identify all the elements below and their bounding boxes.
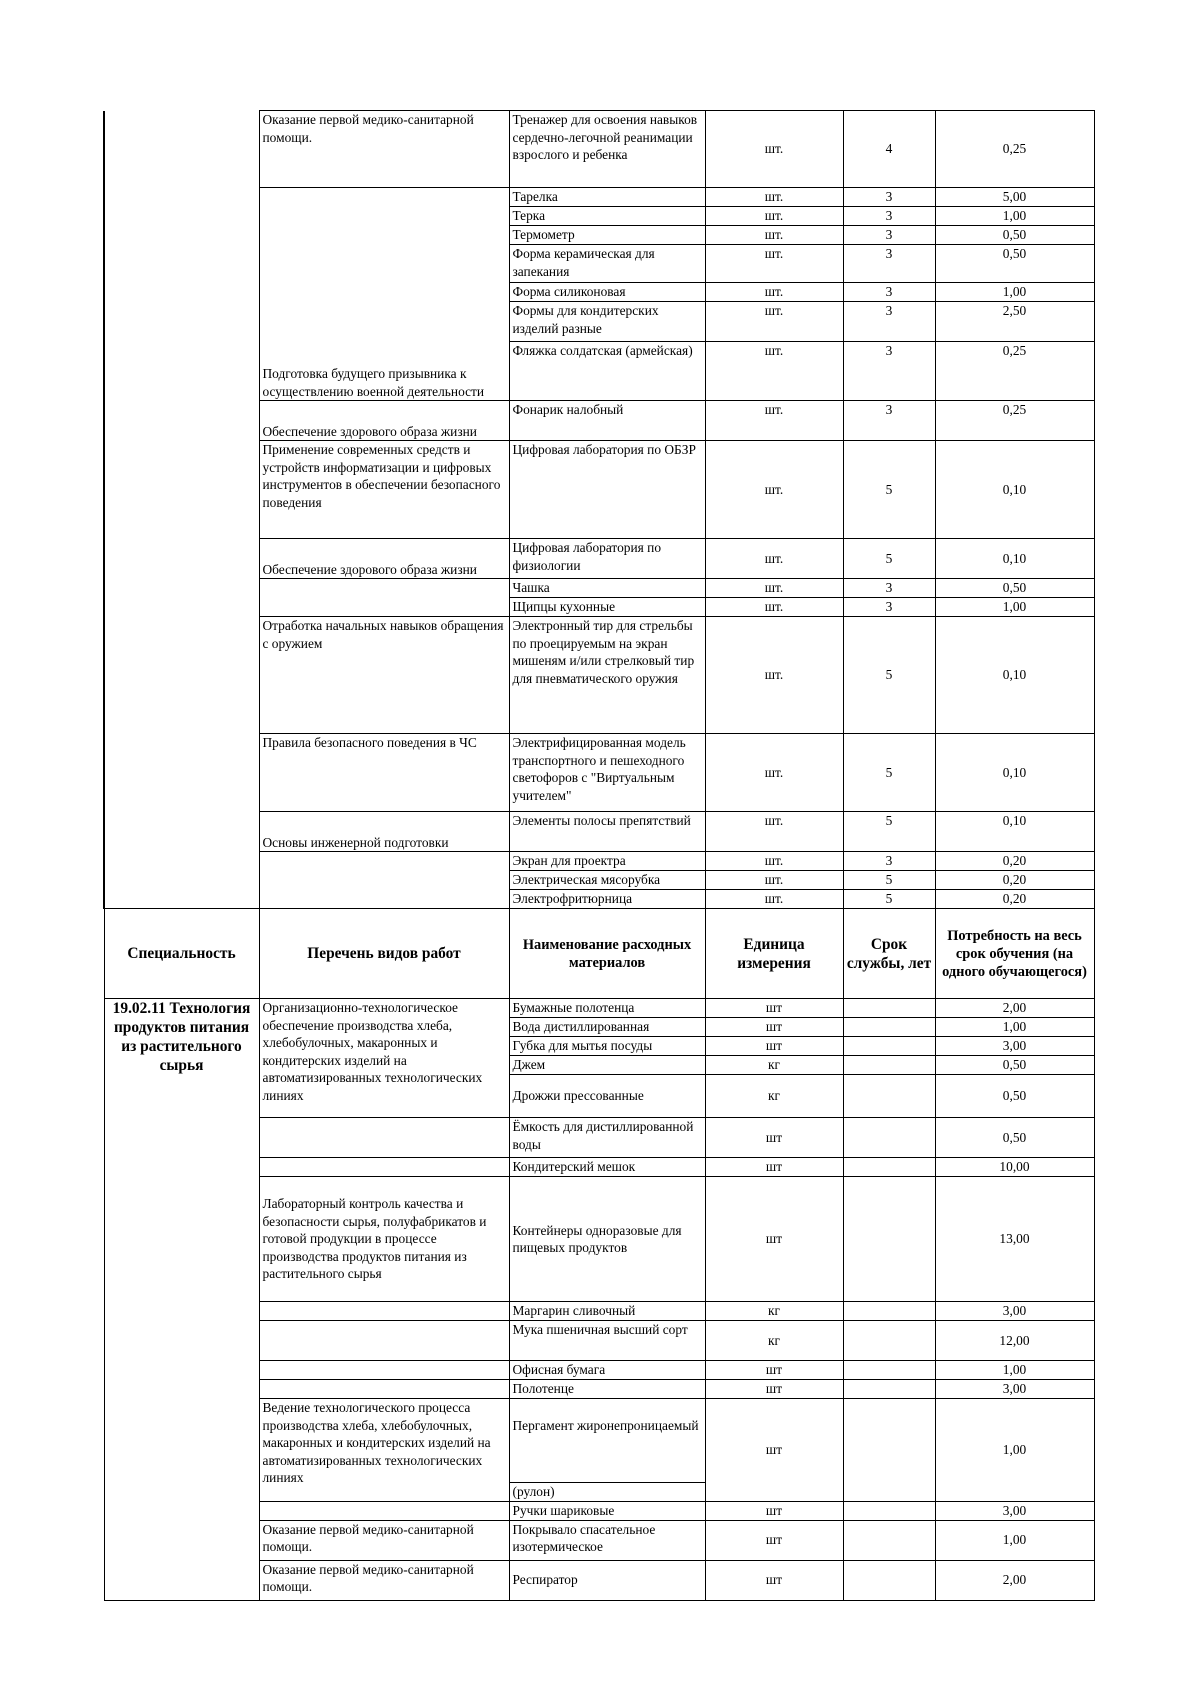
unit-cell: шт: [705, 1560, 843, 1600]
need-cell: 3,00: [935, 1380, 1094, 1399]
qty-cell: 5: [843, 734, 935, 812]
unit-cell: шт.: [705, 188, 843, 207]
work-cell: Обеспечение здорового образа жизни: [259, 401, 509, 441]
need-cell: 3,00: [935, 1302, 1094, 1321]
need-cell: 0,50: [935, 1056, 1094, 1075]
work-cell: Оказание первой медико-санитарной помощи.: [259, 1520, 509, 1560]
life-cell: [843, 1018, 935, 1037]
unit-cell: шт.: [705, 617, 843, 734]
life-cell: [843, 1177, 935, 1302]
item-cell: Чашка: [509, 579, 705, 598]
table-header-row: [104, 909, 1094, 999]
unit-cell: шт.: [705, 890, 843, 909]
unit-cell: шт.: [705, 226, 843, 245]
qty-cell: 5: [843, 441, 935, 539]
work-cell: [259, 1501, 509, 1520]
header-work: Перечень видов работ: [259, 909, 509, 999]
need-cell: 0,10: [935, 617, 1094, 734]
qty-cell: 3: [843, 342, 935, 401]
life-cell: [843, 1399, 935, 1502]
item-cell: Полотенце: [509, 1380, 705, 1399]
need-cell: 1,00: [935, 1399, 1094, 1502]
unit-cell: шт.: [705, 401, 843, 441]
need-cell: 10,00: [935, 1158, 1094, 1177]
need-cell: 0,25: [935, 111, 1094, 188]
need-cell: 0,20: [935, 852, 1094, 871]
unit-cell: шт.: [705, 871, 843, 890]
life-cell: [843, 1037, 935, 1056]
item-sub: (рулон): [512, 1484, 555, 1499]
qty-cell: 3: [843, 598, 935, 617]
item-cell: Джем: [509, 1056, 705, 1075]
need-cell: 0,50: [935, 1118, 1094, 1158]
qty-cell: 5: [843, 890, 935, 909]
qty-cell: 4: [843, 111, 935, 188]
table-row: [104, 111, 1094, 188]
unit-cell: шт.: [705, 734, 843, 812]
item-cell: Бумажные полотенца: [509, 999, 705, 1018]
item-cell: Экран для проектра: [509, 852, 705, 871]
qty-cell: 3: [843, 302, 935, 342]
need-cell: 5,00: [935, 188, 1094, 207]
specialty-cell-empty: [104, 111, 259, 909]
unit-cell: шт.: [705, 111, 843, 188]
qty-cell: 5: [843, 539, 935, 579]
item-cell: Дрожжи прессованные: [509, 1075, 705, 1118]
item-cell: Цифровая лаборатория по ОБЗР: [509, 441, 705, 539]
qty-cell: 5: [843, 871, 935, 890]
unit-cell: шт: [705, 1399, 843, 1502]
work-cell: [259, 1380, 509, 1399]
qty-cell: 3: [843, 579, 935, 598]
need-cell: 1,00: [935, 283, 1094, 302]
need-cell: 12,00: [935, 1321, 1094, 1361]
need-cell: 1,00: [935, 207, 1094, 226]
life-cell: [843, 1118, 935, 1158]
work-cell: Лабораторный контроль качества и безопасности сырья, полуфабрикатов и готовой продукции в процессе производства продуктов питания из растительного сырья: [259, 1177, 509, 1302]
unit-cell: шт.: [705, 207, 843, 226]
life-cell: [843, 1380, 935, 1399]
qty-cell: 3: [843, 226, 935, 245]
unit-cell: шт: [705, 1361, 843, 1380]
item-cell: Кондитерский мешок: [509, 1158, 705, 1177]
need-cell: 0,10: [935, 812, 1094, 852]
life-cell: [843, 1520, 935, 1560]
item-cell: [509, 1399, 705, 1502]
unit-cell: шт.: [705, 283, 843, 302]
unit-cell: шт.: [705, 441, 843, 539]
item-cell: Фонарик налобный: [509, 401, 705, 441]
work-cell: Правила безопасного поведения в ЧС: [259, 734, 509, 812]
unit-cell: кг: [705, 1321, 843, 1361]
unit-cell: шт: [705, 1520, 843, 1560]
item-cell: Мука пшеничная высший сорт: [509, 1321, 705, 1361]
need-cell: 0,25: [935, 401, 1094, 441]
need-cell: 0,20: [935, 890, 1094, 909]
item-cell: Вода дистиллированная: [509, 1018, 705, 1037]
qty-cell: 5: [843, 812, 935, 852]
need-cell: 1,00: [935, 1018, 1094, 1037]
header-need: Потребность на весь срок обучения (на одного обучающегося): [935, 909, 1094, 999]
unit-cell: шт.: [705, 302, 843, 342]
item-cell: Маргарин сливочный: [509, 1302, 705, 1321]
item-cell: Респиратор: [509, 1560, 705, 1600]
work-cell: Отработка начальных навыков обращения с оружием: [259, 617, 509, 734]
need-cell: 1,00: [935, 1361, 1094, 1380]
unit-cell: шт.: [705, 852, 843, 871]
item-cell: Контейнеры одноразовые для пищевых продуктов: [509, 1177, 705, 1302]
item-cell: Покрывало спасательное изотермическое: [509, 1520, 705, 1560]
life-cell: [843, 1056, 935, 1075]
life-cell: [843, 1075, 935, 1118]
need-cell: 2,00: [935, 999, 1094, 1018]
work-cell: Оказание первой медико-санитарной помощи.: [259, 1560, 509, 1600]
work-cell: Применение современных средств и устройств информатизации и цифровых инструментов в обеспечении безопасного поведения: [259, 441, 509, 539]
need-cell: 0,50: [935, 226, 1094, 245]
work-cell: [259, 1118, 509, 1158]
item-cell: Форма керамическая для запекания: [509, 245, 705, 283]
table-row: [104, 999, 1094, 1018]
unit-cell: шт: [705, 1158, 843, 1177]
header-life: Срок службы, лет: [843, 909, 935, 999]
qty-cell: 3: [843, 283, 935, 302]
header-specialty: Специальность: [104, 909, 259, 999]
item-cell: Формы для кондитерских изделий разные: [509, 302, 705, 342]
work-cell: Основы инженерной подготовки: [259, 812, 509, 852]
qty-cell: 3: [843, 852, 935, 871]
equipment-table: [103, 110, 1095, 1601]
item-cell: Форма силиконовая: [509, 283, 705, 302]
qty-cell: 3: [843, 401, 935, 441]
life-cell: [843, 1158, 935, 1177]
work-cell: [259, 1321, 509, 1361]
life-cell: [843, 1501, 935, 1520]
unit-cell: шт.: [705, 539, 843, 579]
document-table-frame: [103, 110, 1093, 1601]
life-cell: [843, 999, 935, 1018]
specialty-cell: 19.02.11 Технология продуктов питания из растительного сырья: [104, 999, 259, 1601]
item-cell: Цифровая лаборатория по физиологии: [509, 539, 705, 579]
unit-cell: шт.: [705, 342, 843, 401]
life-cell: [843, 1560, 935, 1600]
life-cell: [843, 1321, 935, 1361]
work-cell: Обеспечение здорового образа жизни: [259, 539, 509, 579]
item-cell: Фляжка солдатская (армейская): [509, 342, 705, 401]
life-cell: [843, 1361, 935, 1380]
item-cell: Ёмкость для дистиллированной воды: [509, 1118, 705, 1158]
item-cell: Электронный тир для стрельбы по проецируемым на экран мишеням и/или стрелковый тир для пневматического оружия: [509, 617, 705, 734]
work-cell: [259, 1158, 509, 1177]
unit-cell: кг: [705, 1056, 843, 1075]
item-main: Пергамент жиронепроницаемый: [510, 1399, 705, 1483]
unit-cell: шт.: [705, 598, 843, 617]
need-cell: 0,50: [935, 1075, 1094, 1118]
work-cell: Подготовка будущего призывника к осуществлению военной деятельности: [259, 188, 509, 401]
header-item: Наименование расходных материалов: [509, 909, 705, 999]
unit-cell: шт: [705, 1018, 843, 1037]
need-cell: 1,00: [935, 1520, 1094, 1560]
qty-cell: 5: [843, 617, 935, 734]
work-cell: Организационно-технологическое обеспечение производства хлеба, хлебобулочных, макаронных и кондитерских изделий на автоматизированных технологических линиях: [259, 999, 509, 1118]
work-cell: [259, 579, 509, 617]
need-cell: 1,00: [935, 598, 1094, 617]
item-cell: Тарелка: [509, 188, 705, 207]
item-cell: Электрифицированная модель транспортного и пешеходного светофоров с "Виртуальным учителем": [509, 734, 705, 812]
item-cell: Терка: [509, 207, 705, 226]
need-cell: 0,50: [935, 245, 1094, 283]
work-cell: Оказание первой медико-санитарной помощи.: [259, 111, 509, 188]
unit-cell: шт: [705, 999, 843, 1018]
need-cell: 2,00: [935, 1560, 1094, 1600]
item-cell: Элементы полосы препятствий: [509, 812, 705, 852]
unit-cell: шт: [705, 1118, 843, 1158]
work-cell: [259, 852, 509, 909]
need-cell: 3,00: [935, 1501, 1094, 1520]
work-cell: Ведение технологического процесса производства хлеба, хлебобулочных, макаронных и кондитерских изделий на автоматизированных технологических линиях: [259, 1399, 509, 1502]
work-cell: [259, 1361, 509, 1380]
need-cell: 0,20: [935, 871, 1094, 890]
unit-cell: кг: [705, 1302, 843, 1321]
unit-cell: шт: [705, 1037, 843, 1056]
need-cell: 0,10: [935, 734, 1094, 812]
need-cell: 0,10: [935, 539, 1094, 579]
item-cell: Офисная бумага: [509, 1361, 705, 1380]
need-cell: 0,10: [935, 441, 1094, 539]
qty-cell: 3: [843, 207, 935, 226]
item-cell: Тренажер для освоения навыков сердечно-легочной реанимации взрослого и ребенка: [509, 111, 705, 188]
need-cell: 0,25: [935, 342, 1094, 401]
item-cell: Щипцы кухонные: [509, 598, 705, 617]
unit-cell: шт: [705, 1177, 843, 1302]
need-cell: 0,50: [935, 579, 1094, 598]
unit-cell: шт: [705, 1501, 843, 1520]
life-cell: [843, 1302, 935, 1321]
need-cell: 3,00: [935, 1037, 1094, 1056]
need-cell: 2,50: [935, 302, 1094, 342]
item-cell: Термометр: [509, 226, 705, 245]
need-cell: 13,00: [935, 1177, 1094, 1302]
item-cell: Электрическая мясорубка: [509, 871, 705, 890]
item-cell: Ручки шариковые: [509, 1501, 705, 1520]
work-cell: [259, 1302, 509, 1321]
item-cell: Губка для мытья посуды: [509, 1037, 705, 1056]
unit-cell: шт.: [705, 245, 843, 283]
qty-cell: 3: [843, 188, 935, 207]
unit-cell: шт: [705, 1380, 843, 1399]
unit-cell: шт.: [705, 579, 843, 598]
qty-cell: 3: [843, 245, 935, 283]
item-cell: Электрофритюрница: [509, 890, 705, 909]
header-unit: Единица измерения: [705, 909, 843, 999]
unit-cell: кг: [705, 1075, 843, 1118]
unit-cell: шт.: [705, 812, 843, 852]
